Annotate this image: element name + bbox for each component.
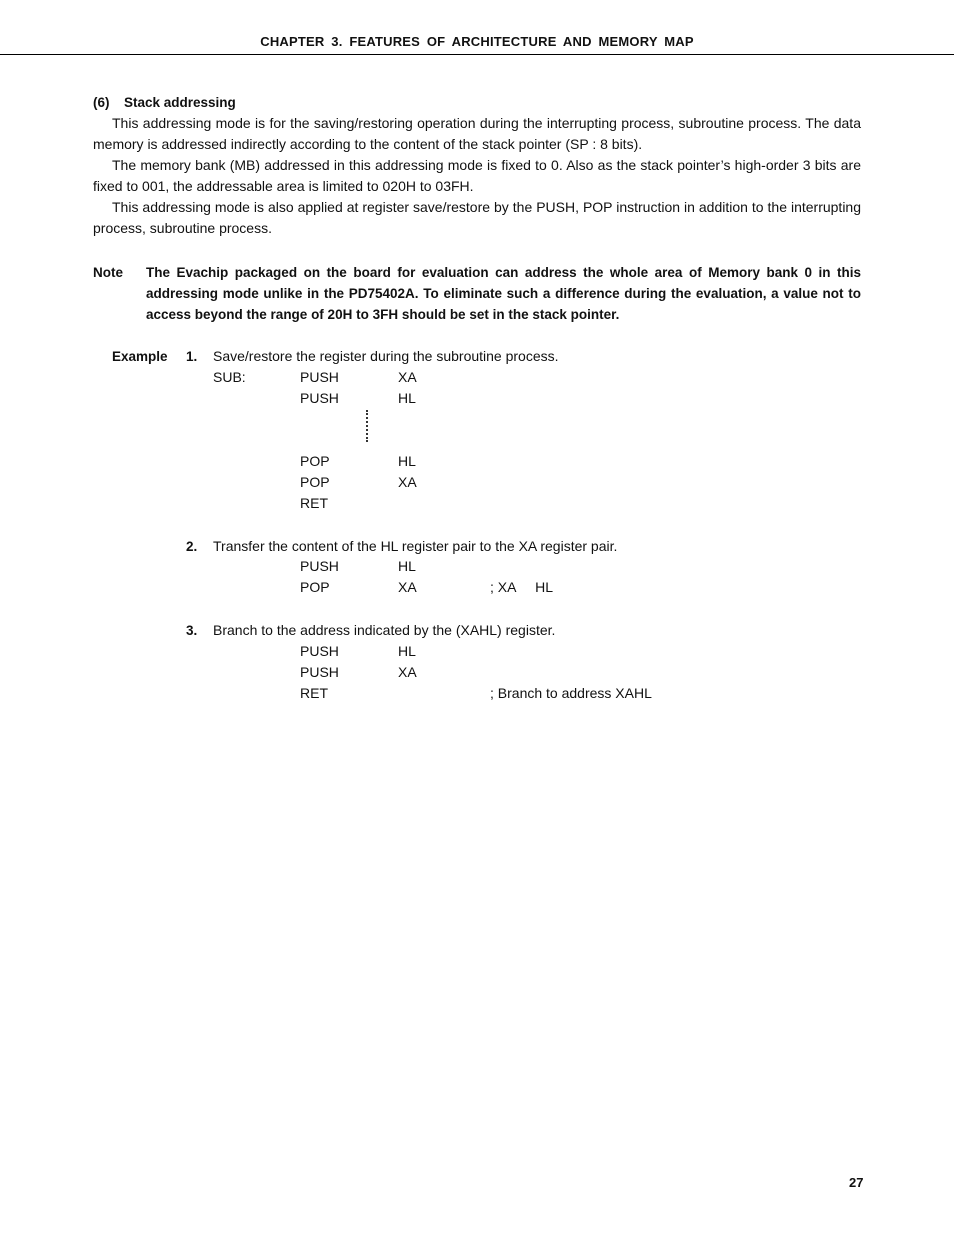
code-arg: XA [398, 579, 417, 595]
code-comment: ; Branch to address XAHL [490, 685, 652, 701]
code-arg: HL [398, 558, 416, 574]
paragraph: This addressing mode is also applied at register save/restore by the PUSH, POP instruction in addition to the interrupting process, subroutine process. [93, 199, 861, 236]
paragraph: The memory bank (MB) addressed in this addressing mode is fixed to 0. Also as the stack pointer’s high-order 3 bits are fixed to 001, the addressable area is limited to 020H to 03FH. [93, 157, 861, 194]
code-op: RET [300, 685, 328, 701]
example-number: 3. [186, 623, 198, 638]
code-arg: HL [398, 643, 416, 659]
example-description: Branch to the address indicated by the (XAHL) register. [213, 622, 556, 638]
code-arg: XA [398, 369, 417, 385]
example-description: Save/restore the register during the subroutine process. [213, 348, 559, 364]
code-op: PUSH [300, 643, 339, 659]
section-number: (6) [93, 95, 110, 110]
code-op: POP [300, 579, 330, 595]
header-rule [0, 54, 954, 55]
paragraph: This addressing mode is for the saving/restoring operation during the interrupting process, subroutine process. The data memory is addressed indirectly according to the content of the stack pointer (SP : 8 bits). [93, 115, 861, 152]
page-number: 27 [849, 1175, 864, 1190]
code-op: PUSH [300, 369, 339, 385]
code-op: POP [300, 474, 330, 490]
note-label: Note [93, 265, 123, 280]
code-arg: HL [398, 453, 416, 469]
code-arg: HL [398, 390, 416, 406]
ellipsis-dots [366, 410, 368, 442]
example-description: Transfer the content of the HL register pair to the XA register pair. [213, 538, 618, 554]
example-number: 2. [186, 539, 198, 554]
note-text: The Evachip packaged on the board for evaluation can address the whole area of Memory bank 0 in this addressing mode unlike in the PD75402A. To eliminate such a difference during the evaluation, a value not to access beyond the range of 20H to 3FH should be set in the stack pointer. [146, 265, 861, 322]
code-op: PUSH [300, 558, 339, 574]
section-title: Stack addressing [124, 95, 236, 110]
section-body [93, 113, 861, 239]
code-comment: ; XA HL [490, 579, 554, 595]
example-label: Example [112, 349, 168, 364]
code-arg: XA [398, 474, 417, 490]
code-op: POP [300, 453, 330, 469]
code-label: SUB: [213, 369, 246, 385]
code-op: PUSH [300, 664, 339, 680]
code-arg: XA [398, 664, 417, 680]
page-header: CHAPTER 3. FEATURES OF ARCHITECTURE AND MEMORY MAP [260, 34, 694, 49]
example-number: 1. [186, 349, 198, 364]
code-op: RET [300, 495, 328, 511]
code-op: PUSH [300, 390, 339, 406]
